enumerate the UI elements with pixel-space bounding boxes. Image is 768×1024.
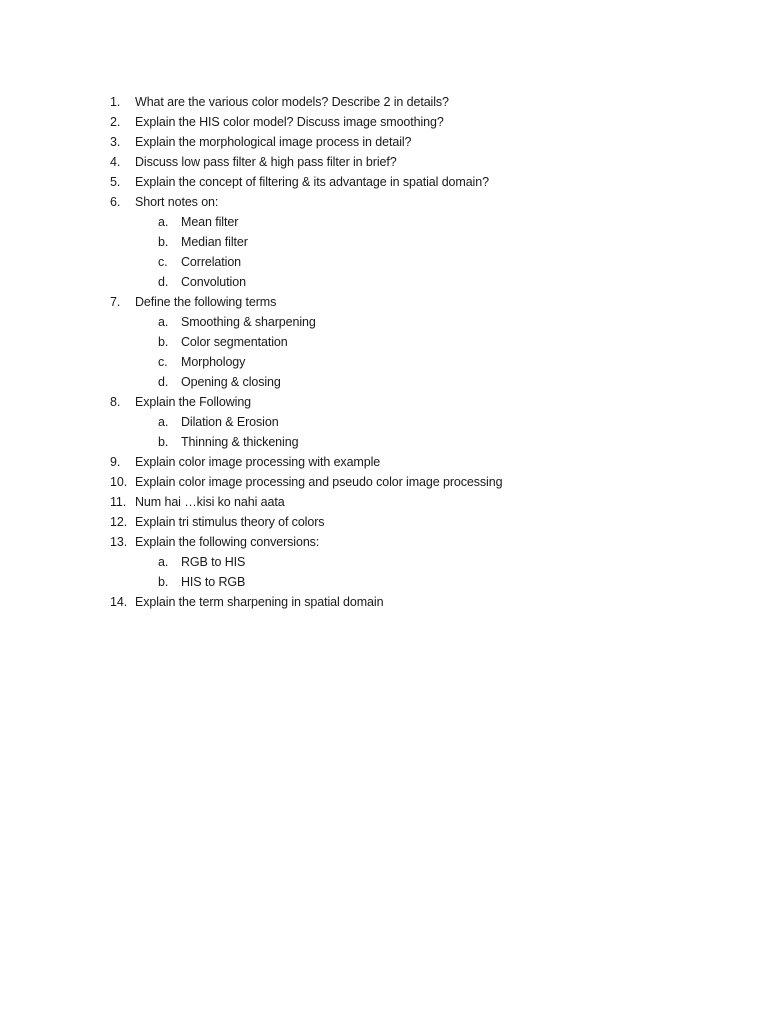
sub-question-letter: a. bbox=[158, 315, 169, 329]
sub-question-letter: c. bbox=[158, 355, 168, 369]
question-number: 14. bbox=[110, 595, 128, 609]
question-item bbox=[110, 592, 502, 612]
sub-question-text: Thinning & thickening bbox=[181, 435, 299, 449]
question-row bbox=[110, 512, 502, 532]
question-text: Explain the Following bbox=[135, 395, 252, 409]
question-item bbox=[110, 92, 502, 112]
question-text: What are the various color models? Describe 2 in details? bbox=[135, 95, 449, 109]
question-item bbox=[110, 172, 502, 192]
sub-question-letter: b. bbox=[158, 575, 169, 589]
sub-question-letter: d. bbox=[158, 275, 169, 289]
question-row bbox=[110, 92, 502, 112]
sub-question-text: Morphology bbox=[181, 355, 246, 369]
question-text: Num hai …kisi ko nahi aata bbox=[135, 495, 285, 509]
question-row bbox=[110, 292, 502, 312]
sub-question-text: Convolution bbox=[181, 275, 246, 289]
sub-question-text: Correlation bbox=[181, 255, 242, 269]
sub-question-text: Mean filter bbox=[181, 215, 239, 229]
sub-question-item bbox=[110, 332, 502, 352]
question-number: 2. bbox=[110, 115, 121, 129]
question-text: Explain the following conversions: bbox=[135, 535, 320, 549]
question-text: Explain the HIS color model? Discuss image smoothing? bbox=[135, 115, 444, 129]
question-row bbox=[110, 492, 502, 512]
sub-question-letter: a. bbox=[158, 215, 169, 229]
question-row bbox=[110, 172, 502, 192]
sub-question-text: Median filter bbox=[181, 235, 248, 249]
question-item bbox=[110, 512, 502, 532]
sub-question-item bbox=[110, 552, 502, 572]
sub-question-text: Smoothing & sharpening bbox=[181, 315, 316, 329]
question-number: 7. bbox=[110, 295, 121, 309]
question-number: 4. bbox=[110, 155, 121, 169]
question-text: Short notes on: bbox=[135, 195, 219, 209]
question-row bbox=[110, 132, 502, 152]
question-item bbox=[110, 192, 502, 292]
sub-question-item bbox=[110, 572, 502, 592]
question-row bbox=[110, 532, 502, 552]
question-list bbox=[110, 92, 502, 612]
question-text: Explain color image processing with example bbox=[135, 455, 381, 469]
sub-question-text: Color segmentation bbox=[181, 335, 288, 349]
question-number: 6. bbox=[110, 195, 121, 209]
sub-question-item bbox=[110, 412, 502, 432]
sub-question-letter: b. bbox=[158, 335, 169, 349]
question-text: Define the following terms bbox=[135, 295, 277, 309]
sub-question-item bbox=[110, 232, 502, 252]
question-item bbox=[110, 152, 502, 172]
question-number: 13. bbox=[110, 535, 128, 549]
question-number: 8. bbox=[110, 395, 121, 409]
question-text: Explain the term sharpening in spatial domain bbox=[135, 595, 384, 609]
question-row bbox=[110, 392, 502, 412]
question-text: Discuss low pass filter & high pass filter in brief? bbox=[135, 155, 397, 169]
question-item bbox=[110, 532, 502, 592]
question-number: 11. bbox=[110, 495, 127, 509]
sub-question-item bbox=[110, 372, 502, 392]
sub-question-item bbox=[110, 272, 502, 292]
question-row bbox=[110, 472, 502, 492]
sub-question-item bbox=[110, 432, 502, 452]
question-item bbox=[110, 492, 502, 512]
sub-question-text: Opening & closing bbox=[181, 375, 281, 389]
sub-question-item bbox=[110, 252, 502, 272]
sub-question-item bbox=[110, 212, 502, 232]
sub-question-letter: a. bbox=[158, 555, 169, 569]
question-text: Explain the concept of filtering & its advantage in spatial domain? bbox=[135, 175, 489, 189]
question-row bbox=[110, 592, 502, 612]
sub-question-list bbox=[110, 212, 502, 292]
sub-question-text: HIS to RGB bbox=[181, 575, 246, 589]
sub-question-list bbox=[110, 412, 502, 452]
question-text: Explain the morphological image process in detail? bbox=[135, 135, 412, 149]
question-row bbox=[110, 192, 502, 212]
sub-question-letter: b. bbox=[158, 235, 169, 249]
question-number: 10. bbox=[110, 475, 128, 489]
question-number: 1. bbox=[110, 95, 121, 109]
question-text: Explain tri stimulus theory of colors bbox=[135, 515, 325, 529]
question-number: 5. bbox=[110, 175, 121, 189]
sub-question-letter: c. bbox=[158, 255, 168, 269]
question-row bbox=[110, 152, 502, 172]
question-number: 12. bbox=[110, 515, 128, 529]
question-row bbox=[110, 112, 502, 132]
question-item bbox=[110, 452, 502, 472]
question-item bbox=[110, 292, 502, 392]
sub-question-list bbox=[110, 552, 502, 592]
sub-question-letter: b. bbox=[158, 435, 169, 449]
sub-question-letter: d. bbox=[158, 375, 169, 389]
question-row bbox=[110, 452, 502, 472]
sub-question-list bbox=[110, 312, 502, 392]
question-item bbox=[110, 112, 502, 132]
sub-question-text: Dilation & Erosion bbox=[181, 415, 279, 429]
question-number: 3. bbox=[110, 135, 121, 149]
question-number: 9. bbox=[110, 455, 121, 469]
sub-question-item bbox=[110, 352, 502, 372]
question-item bbox=[110, 132, 502, 152]
question-item bbox=[110, 392, 502, 452]
sub-question-item bbox=[110, 312, 502, 332]
question-text: Explain color image processing and pseudo color image processing bbox=[135, 475, 503, 489]
question-item bbox=[110, 472, 502, 492]
sub-question-letter: a. bbox=[158, 415, 169, 429]
sub-question-text: RGB to HIS bbox=[181, 555, 246, 569]
